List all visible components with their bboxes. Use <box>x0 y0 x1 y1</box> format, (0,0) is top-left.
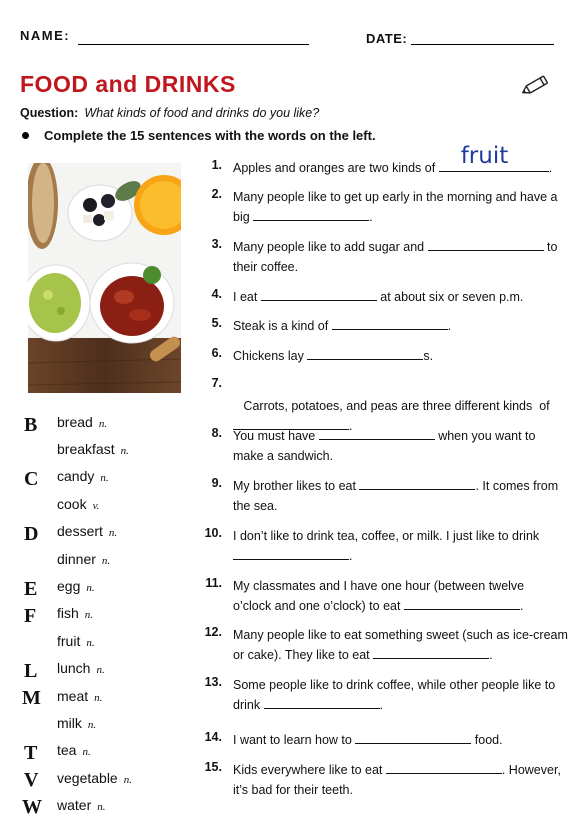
answer-blank[interactable] <box>404 597 520 610</box>
question-text: What kinds of food and drinks do you like? <box>84 106 320 120</box>
date-label: DATE: <box>366 31 408 46</box>
answer-blank[interactable] <box>359 477 475 490</box>
date-field[interactable] <box>411 44 554 45</box>
word-item: lunch n. <box>57 660 105 676</box>
pencil-icon <box>519 72 553 98</box>
letter-v: V <box>24 769 39 791</box>
answer-blank[interactable] <box>373 646 489 659</box>
page-title: FOOD and DRINKS <box>20 71 236 97</box>
sentence-number: 2. <box>211 187 222 201</box>
sentence-3: Many people like to add sugar and to their coffee. <box>233 240 558 274</box>
answer-blank[interactable] <box>253 208 369 221</box>
answer-blank[interactable] <box>439 143 549 172</box>
word-item: egg n. <box>57 578 95 594</box>
sentence-9: My brother likes to eat . It comes from the sea. <box>233 479 559 513</box>
answer-blank[interactable] <box>264 696 380 709</box>
letter-m: M <box>22 687 41 709</box>
sentence-12: Many people like to eat something sweet (such as ice-cream or cake). They like to eat . <box>233 628 568 662</box>
sentence-1: Apples and oranges are two kinds of fruit . <box>233 143 553 175</box>
letter-b: B <box>24 414 38 436</box>
letter-c: C <box>24 468 39 490</box>
sentence-number: 12. <box>204 625 222 639</box>
handwritten-answer: fruit <box>460 143 509 169</box>
sentence-15: Kids everywhere like to eat . However, it’s bad for their teeth. <box>233 763 561 797</box>
question-label: Question: <box>20 106 79 120</box>
sentence-number: 6. <box>211 346 222 360</box>
sentence-8: You must have when you want to make a sandwich. <box>233 429 536 463</box>
answer-blank[interactable] <box>261 288 377 301</box>
answer-blank[interactable] <box>332 317 448 330</box>
bullet-icon <box>22 132 29 139</box>
answer-blank[interactable] <box>319 427 435 440</box>
word-item: fruit n. <box>57 633 95 649</box>
instruction: Complete the 15 sentences with the words on the left. <box>44 128 376 143</box>
sentence-number: 5. <box>211 316 222 330</box>
answer-blank[interactable] <box>428 238 544 251</box>
sentence-number: 9. <box>211 476 222 490</box>
word-item: cook v. <box>57 496 100 512</box>
name-field[interactable] <box>78 44 309 45</box>
letter-t: T <box>24 742 38 764</box>
sentence-11: My classmates and I have one hour (between twelve o’clock and one o’clock) to eat . <box>233 579 525 613</box>
letter-e: E <box>24 578 38 600</box>
answer-blank[interactable] <box>355 731 471 744</box>
sentence-number: 10. <box>204 526 222 540</box>
answer-blank[interactable] <box>233 547 349 560</box>
sentence-5: Steak is a kind of . <box>233 319 452 333</box>
word-item: bread n. <box>57 414 108 430</box>
sentence-number: 4. <box>211 287 222 301</box>
letter-d: D <box>24 523 39 545</box>
word-item: vegetable n. <box>57 770 132 786</box>
word-item: candy n. <box>57 468 109 484</box>
answer-blank[interactable] <box>307 347 423 360</box>
sentence-number: 13. <box>204 675 222 689</box>
food-photo <box>28 163 181 393</box>
sentence-number: 15. <box>204 760 222 774</box>
sentence-number: 3. <box>211 237 222 251</box>
sentence-4: I eat at about six or seven p.m. <box>233 290 524 304</box>
name-label: NAME: <box>20 28 71 43</box>
sentence-10: I don’t like to drink tea, coffee, or milk. I just like to drink . <box>233 529 540 563</box>
letter-l: L <box>24 660 38 682</box>
word-item: dessert n. <box>57 523 118 539</box>
word-item: breakfast n. <box>57 441 129 457</box>
sentence-14: I want to learn how to food. <box>233 733 503 747</box>
sentence-7: Carrots, potatoes, and peas are three different kinds of . <box>233 376 563 436</box>
word-item: milk n. <box>57 715 97 731</box>
word-item: dinner n. <box>57 551 111 567</box>
sentence-number: 11. <box>205 576 222 590</box>
sentence-number: 1. <box>211 158 222 172</box>
sentence-2: Many people like to get up early in the morning and have a big . <box>233 190 558 224</box>
word-item: tea n. <box>57 742 91 758</box>
sentence-13: Some people like to drink coffee, while other people like to drink . <box>233 678 556 712</box>
sentence-number: 8. <box>211 426 222 440</box>
sentence-number: 14. <box>204 730 222 744</box>
letter-f: F <box>24 605 37 627</box>
question <box>20 106 319 120</box>
letter-w: W <box>22 796 42 818</box>
sentence-6: Chickens lay s. <box>233 349 434 363</box>
word-item: water n. <box>57 797 106 813</box>
word-item: fish n. <box>57 605 94 621</box>
answer-blank[interactable] <box>386 761 502 774</box>
word-item: meat n. <box>57 688 103 704</box>
sentence-number: 7. <box>211 376 222 390</box>
